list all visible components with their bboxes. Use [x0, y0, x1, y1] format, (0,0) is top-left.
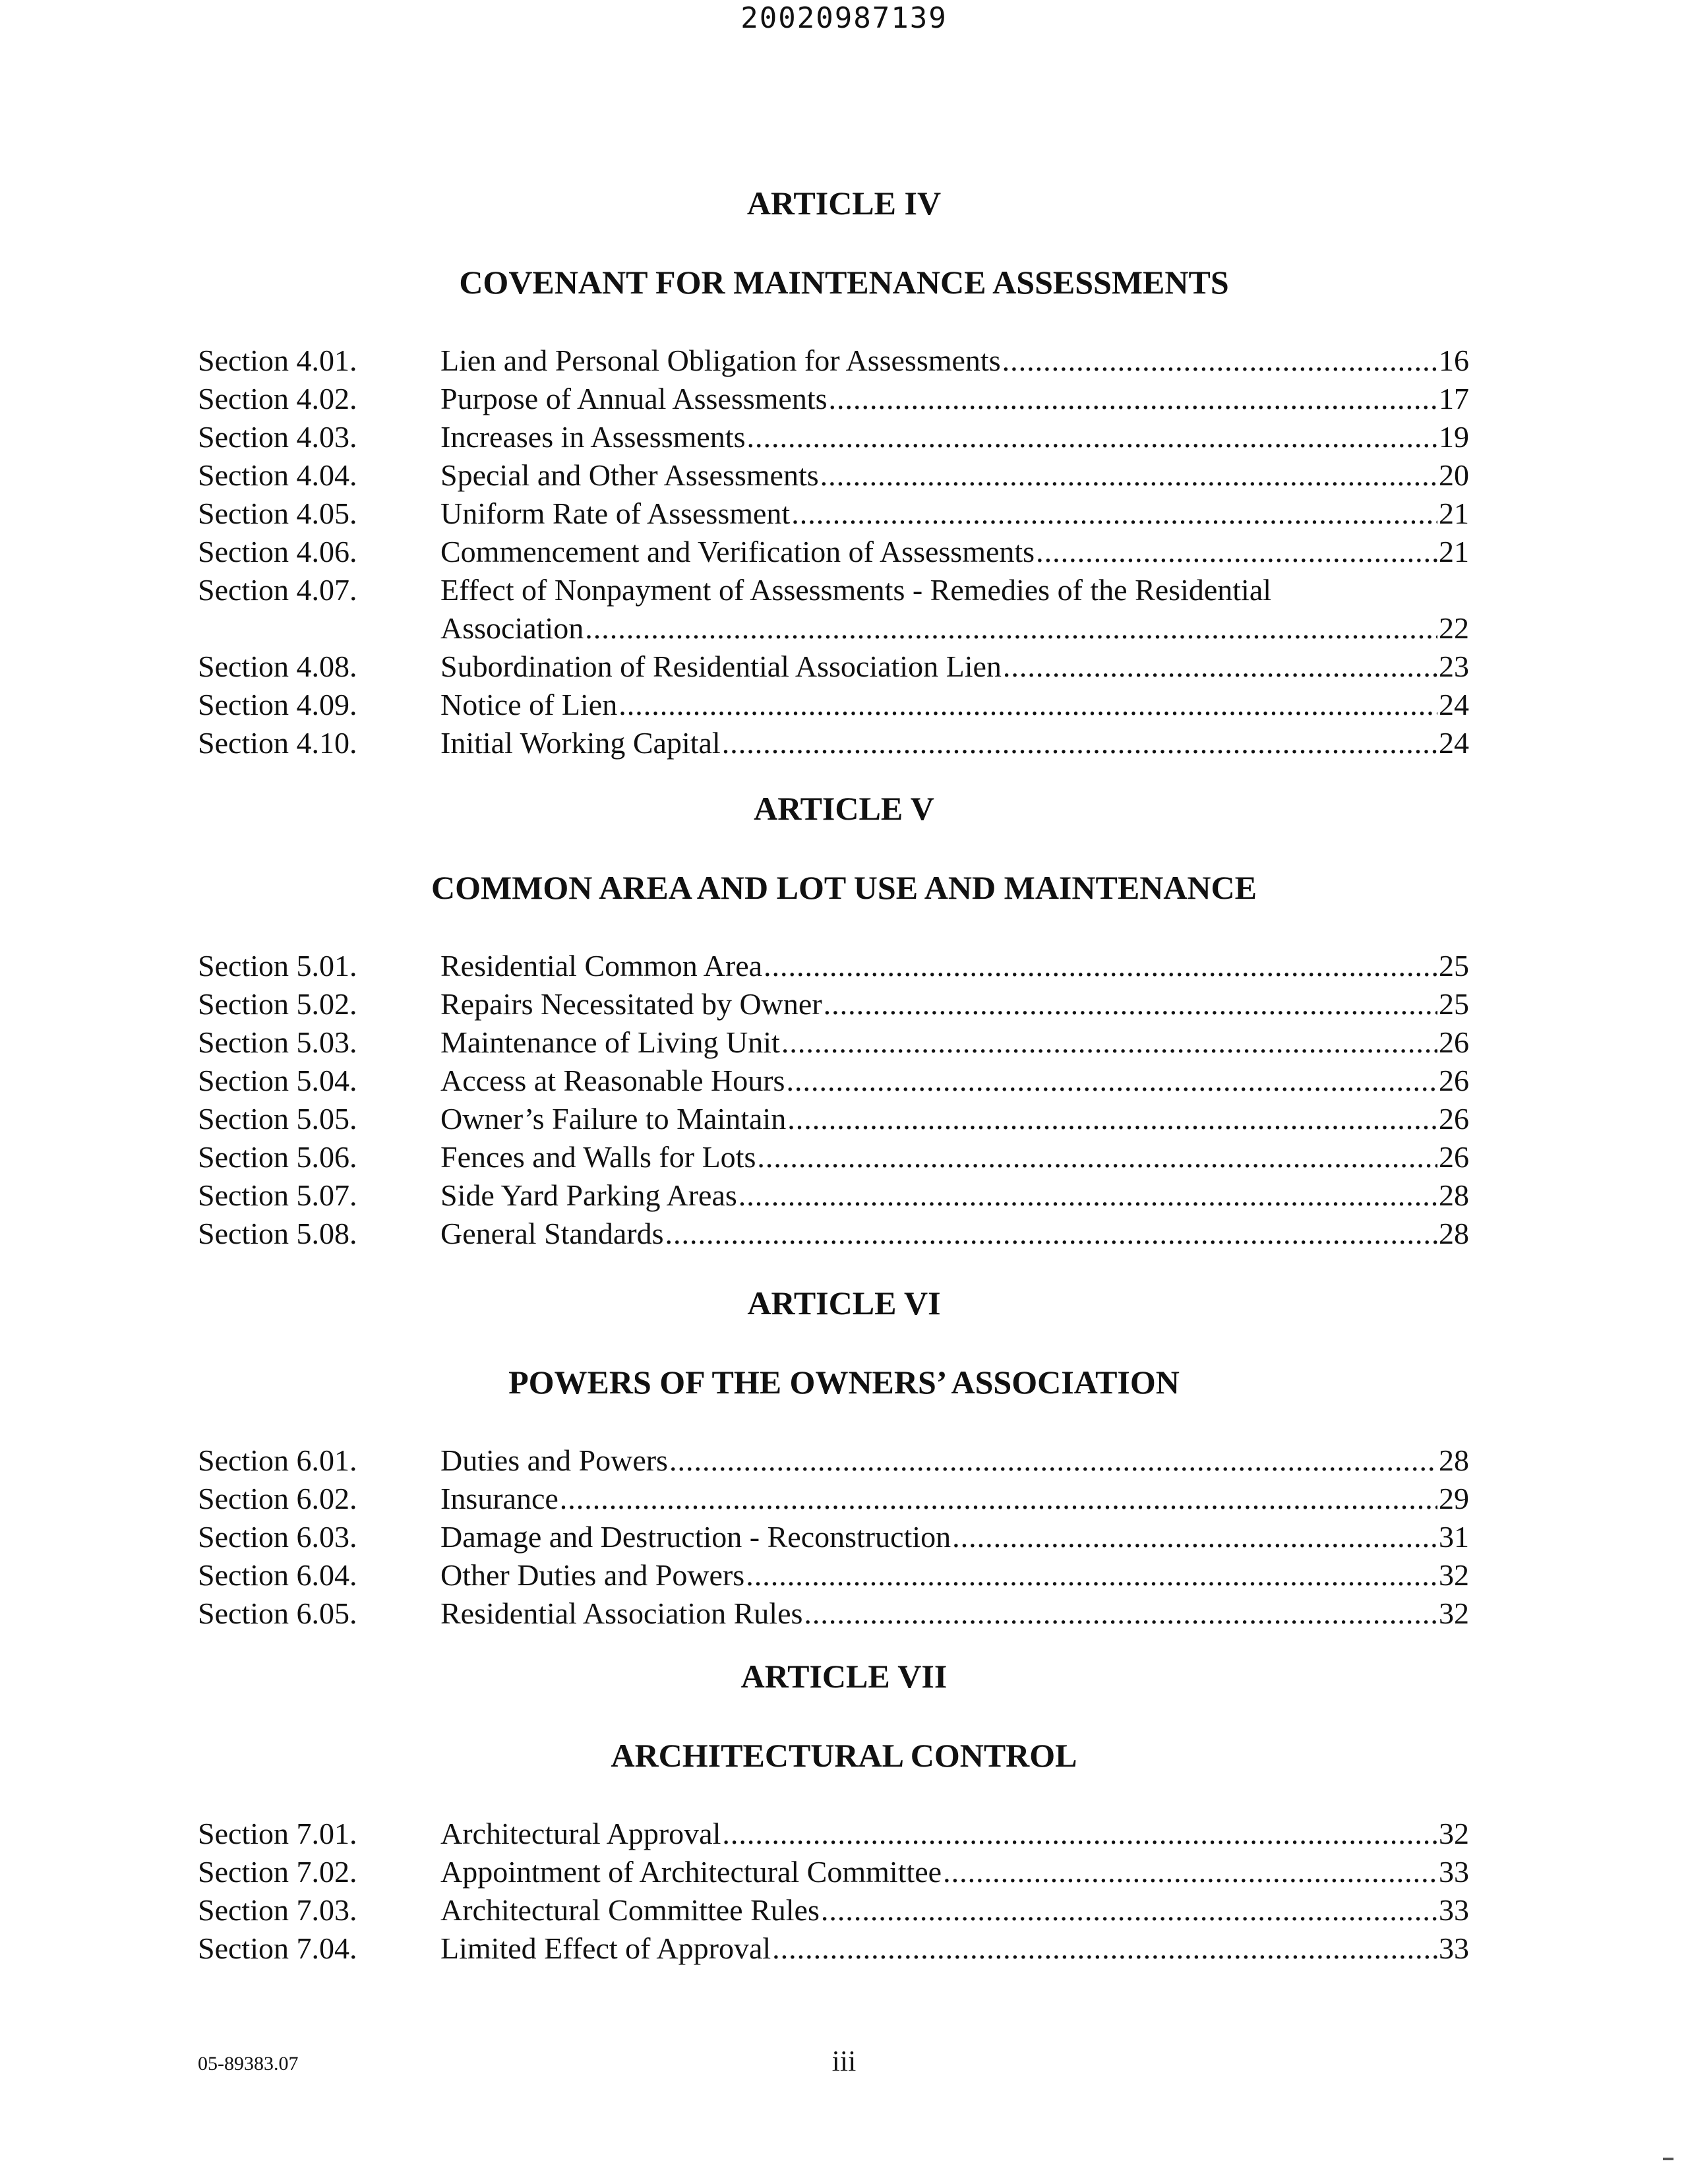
toc-entry — [0, 1441, 1688, 1480]
section-number: Section 5.05. — [198, 1102, 357, 1136]
section-title: Access at Reasonable Hours — [440, 1064, 785, 1097]
section-title: Architectural Approval — [440, 1817, 721, 1850]
toc-entry — [0, 571, 1688, 648]
article-subtitle: ARCHITECTURAL CONTROL — [611, 1737, 1077, 1774]
toc-entry — [0, 1853, 1688, 1891]
dot-leader — [746, 1556, 1437, 1594]
dot-leader — [722, 724, 1437, 762]
dot-leader — [722, 1815, 1437, 1853]
section-title: Insurance — [440, 1482, 558, 1515]
section-number: Section 4.03. — [198, 420, 357, 454]
article-title: ARTICLE VI — [747, 1285, 941, 1321]
toc-entry — [0, 1556, 1688, 1594]
page-reference: 21 — [1439, 535, 1469, 568]
dot-leader — [1002, 342, 1437, 380]
section-title: Commencement and Verification of Assessments — [440, 535, 1035, 568]
page-reference: 33 — [1439, 1893, 1469, 1927]
section-number: Section 6.04. — [198, 1558, 357, 1592]
page-reference: 17 — [1439, 382, 1469, 415]
page-reference: 31 — [1439, 1520, 1469, 1554]
toc-entry — [0, 533, 1688, 571]
dot-leader — [738, 1176, 1437, 1215]
section-title: Subordination of Residential Association Lien — [440, 650, 1002, 683]
article-subtitle: POWERS OF THE OWNERS’ ASSOCIATION — [508, 1364, 1180, 1401]
page-reference: 29 — [1439, 1482, 1469, 1515]
dot-leader — [585, 609, 1437, 648]
article-title: ARTICLE V — [754, 790, 934, 827]
page-reference: 22 — [1439, 611, 1469, 645]
section-title: Purpose of Annual Assessments — [440, 382, 828, 415]
toc-entry — [0, 1815, 1688, 1853]
dot-leader — [820, 456, 1437, 495]
toc-entry — [0, 1480, 1688, 1518]
section-title: Notice of Lien — [440, 688, 618, 721]
section-number: Section 7.04. — [198, 1931, 357, 1965]
section-number: Section 4.06. — [198, 535, 357, 568]
section-number: Section 6.02. — [198, 1482, 357, 1515]
toc-entry — [0, 1929, 1688, 1968]
section-number: Section 4.10. — [198, 726, 357, 760]
section-number: Section 4.08. — [198, 650, 357, 683]
page-reference: 32 — [1439, 1817, 1469, 1850]
page-reference: 21 — [1439, 497, 1469, 530]
page-reference: 33 — [1439, 1855, 1469, 1889]
section-title: Owner’s Failure to Maintain — [440, 1102, 787, 1136]
dot-leader — [787, 1100, 1437, 1138]
dot-leader — [1003, 648, 1437, 686]
page-reference: 19 — [1439, 420, 1469, 454]
page-reference: 33 — [1439, 1931, 1469, 1965]
dot-leader — [560, 1480, 1437, 1518]
dot-leader — [618, 686, 1437, 724]
section-number: Section 5.04. — [198, 1064, 357, 1097]
page-reference: 24 — [1439, 726, 1469, 760]
section-title: Damage and Destruction - Reconstruction — [440, 1520, 951, 1554]
section-title: Limited Effect of Approval — [440, 1931, 771, 1965]
section-number: Section 6.01. — [198, 1443, 357, 1477]
section-number: Section 5.02. — [198, 987, 357, 1021]
section-title-continued: Association — [440, 611, 584, 645]
page-reference: 32 — [1439, 1558, 1469, 1592]
section-number: Section 7.01. — [198, 1817, 357, 1850]
section-number: Section 5.01. — [198, 949, 357, 983]
dot-leader — [781, 1023, 1437, 1062]
section-title: Architectural Committee Rules — [440, 1893, 820, 1927]
toc-entry — [0, 947, 1688, 985]
dot-leader — [943, 1853, 1437, 1891]
page-number: iii — [831, 2045, 857, 2077]
page-reference: 26 — [1439, 1064, 1469, 1097]
section-title: Lien and Personal Obligation for Assessments — [440, 344, 1001, 377]
toc-entry — [0, 1062, 1688, 1100]
section-number: Section 6.05. — [198, 1596, 357, 1630]
dot-leader — [952, 1518, 1437, 1556]
page-reference: 23 — [1439, 650, 1469, 683]
dot-leader — [764, 947, 1437, 985]
article-subtitle: COVENANT FOR MAINTENANCE ASSESSMENTS — [459, 264, 1229, 301]
section-title: Uniform Rate of Assessment — [440, 497, 791, 530]
section-title: Special and Other Assessments — [440, 458, 819, 492]
section-number: Section 4.09. — [198, 688, 357, 721]
section-number: Section 4.01. — [198, 344, 357, 377]
section-number: Section 4.05. — [198, 497, 357, 530]
section-title: Appointment of Architectural Committee — [440, 1855, 942, 1889]
section-number: Section 5.06. — [198, 1140, 357, 1174]
page-reference: 25 — [1439, 987, 1469, 1021]
dot-leader — [786, 1062, 1437, 1100]
dot-leader — [821, 1891, 1437, 1929]
section-number: Section 4.07. — [198, 573, 357, 607]
toc-entry — [0, 418, 1688, 456]
toc-entry — [0, 1100, 1688, 1138]
page-reference: 28 — [1439, 1217, 1469, 1250]
section-title: Residential Common Area — [440, 949, 763, 983]
section-title: Maintenance of Living Unit — [440, 1025, 780, 1059]
toc-entry — [0, 495, 1688, 533]
section-title: Fences and Walls for Lots — [440, 1140, 756, 1174]
article-title: ARTICLE VII — [740, 1658, 948, 1695]
dot-leader — [746, 418, 1437, 456]
toc-entry — [0, 1594, 1688, 1633]
scan-edge-mark — [1663, 2158, 1673, 2160]
section-number: Section 5.08. — [198, 1217, 357, 1250]
page-reference: 20 — [1439, 458, 1469, 492]
section-title: Other Duties and Powers — [440, 1558, 745, 1592]
toc-entry — [0, 1023, 1688, 1062]
section-number: Section 7.03. — [198, 1893, 357, 1927]
document-code: 05-89383.07 — [198, 2053, 299, 2075]
page-reference: 16 — [1439, 344, 1469, 377]
page-reference: 24 — [1439, 688, 1469, 721]
dot-leader — [791, 495, 1437, 533]
document-number: 20020987139 — [740, 1, 948, 35]
toc-entry — [0, 686, 1688, 724]
section-title: Side Yard Parking Areas — [440, 1178, 737, 1212]
page-reference: 26 — [1439, 1140, 1469, 1174]
dot-leader — [829, 380, 1438, 418]
toc-entry — [0, 342, 1688, 380]
section-number: Section 4.02. — [198, 382, 357, 415]
section-title: Repairs Necessitated by Owner — [440, 987, 822, 1021]
toc-entry — [0, 1176, 1688, 1215]
section-number: Section 7.02. — [198, 1855, 357, 1889]
page-reference: 32 — [1439, 1596, 1469, 1630]
toc-entry — [0, 1518, 1688, 1556]
toc-entry — [0, 1138, 1688, 1176]
section-number: Section 6.03. — [198, 1520, 357, 1554]
section-title: Duties and Powers — [440, 1443, 668, 1477]
toc-entry — [0, 648, 1688, 686]
article-title: ARTICLE IV — [746, 185, 942, 222]
page-reference: 26 — [1439, 1102, 1469, 1136]
toc-entry — [0, 985, 1688, 1023]
section-number: Section 5.07. — [198, 1178, 357, 1212]
dot-leader — [804, 1594, 1437, 1633]
section-number: Section 4.04. — [198, 458, 357, 492]
toc-entry — [0, 1891, 1688, 1929]
dot-leader — [669, 1441, 1437, 1480]
page-reference: 26 — [1439, 1025, 1469, 1059]
toc-entry — [0, 380, 1688, 418]
section-number: Section 5.03. — [198, 1025, 357, 1059]
dot-leader — [772, 1929, 1437, 1968]
page-reference: 25 — [1439, 949, 1469, 983]
dot-leader — [1036, 533, 1437, 571]
page-reference: 28 — [1439, 1178, 1469, 1212]
section-title: Initial Working Capital — [440, 726, 721, 760]
section-title: Increases in Assessments — [440, 420, 746, 454]
dot-leader — [757, 1138, 1437, 1176]
article-subtitle: COMMON AREA AND LOT USE AND MAINTENANCE — [431, 869, 1257, 906]
section-title: Effect of Nonpayment of Assessments - Remedies of the Residential — [440, 573, 1272, 607]
toc-entry — [0, 724, 1688, 762]
toc-entry — [0, 456, 1688, 495]
dot-leader — [665, 1215, 1438, 1253]
section-title: Residential Association Rules — [440, 1596, 803, 1630]
page-reference: 28 — [1439, 1443, 1469, 1477]
dot-leader — [824, 985, 1437, 1023]
section-title: General Standards — [440, 1217, 664, 1250]
toc-entry — [0, 1215, 1688, 1253]
